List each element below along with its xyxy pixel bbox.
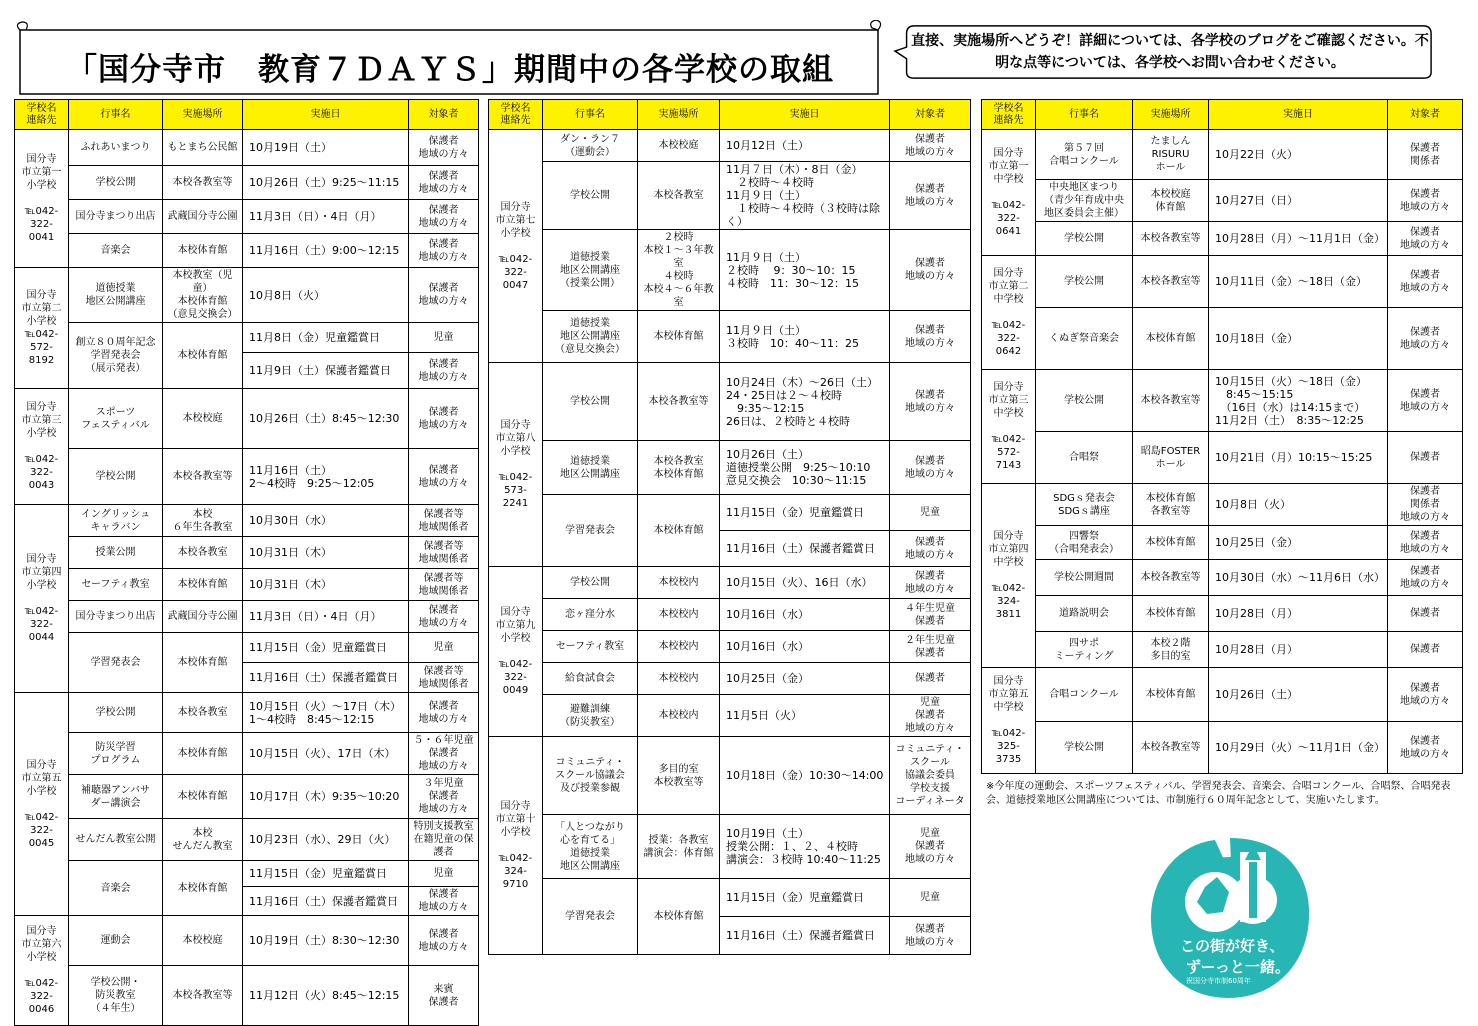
table-row <box>489 599 971 631</box>
event-name: 合唱祭 <box>1036 432 1133 484</box>
table-row <box>15 166 479 200</box>
event-date: 10月25日（金） <box>720 663 890 695</box>
event-name: 学習発表会 <box>543 879 638 955</box>
event-date: 11月７日（木）・8日（金） ２校時～４校時 11月９日（土） １校時～４校時（３校時は除く） <box>720 162 890 230</box>
event-place: 本校各教室 <box>163 693 243 733</box>
table-row <box>15 323 479 353</box>
event-place: 多目的室 本校教室等 <box>638 737 720 815</box>
event-target: 児童 保護者 地域の方々 <box>890 815 971 879</box>
event-name: 四サポ ミーティング <box>1036 632 1133 668</box>
event-place: 本校体育館 <box>1133 668 1209 722</box>
table-row <box>489 130 971 162</box>
event-target: 保護者 地域の方々 <box>1388 180 1463 222</box>
schedule-table-junior-high <box>981 99 1463 774</box>
table-row <box>15 601 479 633</box>
event-target: 保護者等 地域関係者 <box>409 505 479 537</box>
event-target: 保護者 地域の方々 <box>409 268 479 323</box>
event-target: 保護者 地域の方々 <box>1388 370 1463 432</box>
event-place: 本校各教室等 <box>163 449 243 505</box>
event-place: 本校体育館 <box>638 495 720 567</box>
table-row <box>489 495 971 531</box>
event-target: 保護者 地域の方々 <box>409 449 479 505</box>
event-target: 保護者 関係者 地域の方々 <box>1388 484 1463 526</box>
event-target: 保護者 地域の方々 <box>409 916 479 966</box>
table-row <box>982 526 1463 560</box>
event-target: 保護者 地域の方々 <box>1388 560 1463 596</box>
event-place: 本校体育館 <box>638 879 720 955</box>
event-name: 学校公開 <box>543 363 638 441</box>
event-place: 授業：各教室 講演会：体育館 <box>638 815 720 879</box>
event-date: 11月12日（火）8:45～12:15 <box>243 966 409 1026</box>
event-name: 道路説明会 <box>1036 596 1133 632</box>
event-name: 道徳授業 地区公開講座 <box>543 441 638 495</box>
event-date: 10月27日（日） <box>1209 180 1388 222</box>
schedule-table-elementary-1 <box>14 99 479 1026</box>
event-target: 保護者 <box>890 663 971 695</box>
header-event: 行事名 <box>1036 100 1133 130</box>
event-date: 10月17日（木）9:35～10:20 <box>243 775 409 819</box>
table-row <box>982 308 1463 370</box>
event-place: 本校各教室 <box>638 162 720 230</box>
event-date: 11月９日（土） ２校時 9：30～10：15 ４校時 11：30～12：15 <box>720 230 890 311</box>
event-place: 本校体育館 <box>163 775 243 819</box>
event-place: 本校各教室等 <box>1133 722 1209 774</box>
table-row <box>489 737 971 815</box>
event-date: 10月15日（火）、17日（木） <box>243 733 409 775</box>
event-date: 10月15日（火）～17日（木） 1～4校時 8:45～12:15 <box>243 693 409 733</box>
table-row <box>15 200 479 234</box>
footnote: ※今年度の運動会、スポーツフェスティバル、学習発表会、音楽会、合唱コンクール、合唱祭、合唱発表会、道徳授業地区公開講座については、市制施行６０周年記念として、実施いたします。 <box>986 781 1451 806</box>
event-target: 保護者 <box>1388 596 1463 632</box>
event-place: 本校校内 <box>638 695 720 737</box>
event-place: ２校時 本校１～３年教室 ４校時 本校４～６年教室 <box>638 230 720 311</box>
header-row <box>982 100 1463 130</box>
event-name: 道徳授業 地区公開講座 （意見交換会） <box>543 311 638 363</box>
logo-text-2: ずーっと一緒。 <box>1186 958 1290 976</box>
event-target: 保護者 地域の方々 <box>1388 308 1463 370</box>
event-date: 11月3日（日）・4日（月） <box>243 601 409 633</box>
event-place: 武蔵国分寺公園 <box>163 601 243 633</box>
event-date: 11月15日（金）児童鑑賞日 <box>720 495 890 531</box>
event-name: 「人とつながり 心を育てる」 道徳授業 地区公開講座 <box>543 815 638 879</box>
event-name: 学校公開 <box>1036 222 1133 256</box>
event-date: 10月22日（火） <box>1209 130 1388 180</box>
event-place: 本校 せんだん教室 <box>163 819 243 861</box>
event-target: 保護者 地域の方々 <box>409 887 479 916</box>
header-row <box>15 100 479 130</box>
event-place: 本校校庭 <box>163 916 243 966</box>
event-target: 児童 <box>409 323 479 353</box>
table-row <box>982 560 1463 596</box>
table-row <box>15 569 479 601</box>
event-place: 本校体育館 <box>1133 308 1209 370</box>
event-date: 11月16日（土）保護者鑑賞日 <box>243 887 409 916</box>
event-target: 保護者 地域の方々 <box>409 130 479 166</box>
event-name: SDGｓ発表会 SDGｓ講座 <box>1036 484 1133 526</box>
event-date: 10月31日（木） <box>243 537 409 569</box>
header-target: 対象者 <box>409 100 479 130</box>
event-place: 本校校内 <box>638 567 720 599</box>
school-cell: 国分寺 市立第四 小学校 ℡042- 322- 0044 <box>15 505 69 693</box>
event-date: 10月18日（金）10:30～14:00 <box>720 737 890 815</box>
event-place: たましん RISURU ホール <box>1133 130 1209 180</box>
header-event: 行事名 <box>543 100 638 130</box>
event-place: 本校各教室等 <box>163 966 243 1026</box>
header-school: 学校名 連絡先 <box>15 100 69 130</box>
event-name: ダン・ラン７ （運動会） <box>543 130 638 162</box>
event-name: 国分寺まつり出店 <box>69 601 163 633</box>
event-name: 学校公開 <box>1036 256 1133 308</box>
event-date: 11月5日（火） <box>720 695 890 737</box>
event-target: 保護者 <box>1388 632 1463 668</box>
event-target: 児童 <box>409 861 479 887</box>
event-date: 10月26日（土）8:45～12:30 <box>243 389 409 449</box>
table-row <box>15 819 479 861</box>
school-cell: 国分寺 市立第四 中学校 ℡042- 324- 3811 <box>982 484 1036 668</box>
header-school: 学校名 連絡先 <box>489 100 543 130</box>
table-row <box>15 916 479 966</box>
event-name: コミュニティ・ スクール協議会 及び授業参観 <box>543 737 638 815</box>
event-date: 11月９日（土） ３校時 10：40～11：25 <box>720 311 890 363</box>
event-place: 本校体育館 <box>638 311 720 363</box>
event-name: 学校公開週間 <box>1036 560 1133 596</box>
table-row <box>15 733 479 775</box>
event-target: ５・６年児童 保護者 地域の方々 <box>409 733 479 775</box>
page-title: 「国分寺市 教育７ＤＡＹＳ」期間中の各学校の取組 <box>66 52 834 88</box>
event-target: 保護者 地域の方々 <box>409 234 479 268</box>
event-place: 昭島FOSTER ホール <box>1133 432 1209 484</box>
event-place: 本校 ６年生各教室 <box>163 505 243 537</box>
event-name: 給食試食会 <box>543 663 638 695</box>
table-row <box>489 363 971 441</box>
event-date: 10月8日（火） <box>1209 484 1388 526</box>
header-row <box>489 100 971 130</box>
logo-text-3: 祝国分寺市制60周年 <box>1186 977 1251 985</box>
table-row <box>982 484 1463 526</box>
event-name: 学校公開 <box>1036 722 1133 774</box>
event-date: 11月3日（日）・4日（月） <box>243 200 409 234</box>
event-target: ３年児童 保護者 地域の方々 <box>409 775 479 819</box>
event-place: 本校体育館 <box>163 861 243 916</box>
notice-text: 直接、実施場所へどうぞ！詳細については、各学校のブログをご確認ください。不明な点等については、各学校へお問い合わせください。 <box>911 33 1429 71</box>
event-name: 音楽会 <box>69 861 163 916</box>
event-target: 保護者 地域の方々 <box>1388 222 1463 256</box>
school-cell: 国分寺 市立第八 小学校 ℡042- 573- 2241 <box>489 363 543 567</box>
event-place: 本校各教室等 <box>638 363 720 441</box>
event-date: 10月26日（土） <box>1209 668 1388 722</box>
event-name: 学校公開・ 防災教室 （４年生） <box>69 966 163 1026</box>
event-target: 保護者 地域の方々 <box>890 531 971 567</box>
table-row <box>489 815 971 879</box>
event-date: 10月19日（土）8:30～12:30 <box>243 916 409 966</box>
school-cell: 国分寺 市立第一 中学校 ℡042- 322- 0641 <box>982 130 1036 256</box>
event-name: ふれあいまつり <box>69 130 163 166</box>
event-place: 本校校庭 <box>638 130 720 162</box>
school-cell: 国分寺 市立第二 小学校 ℡042- 572- 8192 <box>15 268 69 389</box>
event-target: 保護者 関係者 <box>1388 130 1463 180</box>
event-place: 本校各教室 <box>163 537 243 569</box>
event-target: 保護者 地域の方々 <box>409 200 479 234</box>
event-date: 10月28日（月） <box>1209 632 1388 668</box>
event-target: 保護者 地域の方々 <box>890 130 971 162</box>
school-cell: 国分寺 市立第五 小学校 ℡042- 322- 0045 <box>15 693 69 916</box>
event-name: 学校公開 <box>69 449 163 505</box>
event-date: 10月12日（土） <box>720 130 890 162</box>
event-place: 本校校内 <box>638 631 720 663</box>
table-row <box>982 130 1463 180</box>
school-cell: 国分寺 市立第六 小学校 ℡042- 322- 0046 <box>15 916 69 1026</box>
event-place: もとまち公民館 <box>163 130 243 166</box>
event-place: 本校２階 多目的室 <box>1133 632 1209 668</box>
event-name: 学校公開 <box>69 693 163 733</box>
table-row <box>15 537 479 569</box>
event-target: 保護者 <box>1388 432 1463 484</box>
school-cell: 国分寺 市立第七 小学校 ℡042- 322- 0047 <box>489 130 543 363</box>
event-name: 学校公開 <box>543 567 638 599</box>
event-date: 10月30日（水）～11月6日（水） <box>1209 560 1388 596</box>
event-date: 11月8日（金）児童鑑賞日 <box>243 323 409 353</box>
event-name: せんだん教室公開 <box>69 819 163 861</box>
event-target: 保護者 地域の方々 <box>409 166 479 200</box>
event-name: 四響祭 （合唱発表会） <box>1036 526 1133 560</box>
school-cell: 国分寺 市立第一 小学校 ℡042- 322- 0041 <box>15 130 69 268</box>
event-target: 保護者等 地域関係者 <box>409 537 479 569</box>
event-place: 本校体育館 <box>163 569 243 601</box>
event-name: セーフティ教室 <box>543 631 638 663</box>
event-target: ４年生児童 保護者 <box>890 599 971 631</box>
event-name: 恋ヶ窪分水 <box>543 599 638 631</box>
event-place: 本校各教室等 <box>163 166 243 200</box>
header-place: 実施場所 <box>638 100 720 130</box>
event-date: 11月16日（土）保護者鑑賞日 <box>720 531 890 567</box>
event-date: 11月16日（土）9:00～12:15 <box>243 234 409 268</box>
event-target: 保護者 地域の方々 <box>890 363 971 441</box>
table-row <box>15 268 479 323</box>
table-row <box>489 230 971 311</box>
event-target: ２年生児童 保護者 <box>890 631 971 663</box>
event-name: 避難訓練 （防災教室） <box>543 695 638 737</box>
event-target: 保護者 地域の方々 <box>890 567 971 599</box>
table-row <box>15 130 479 166</box>
event-target: 児童 <box>409 633 479 663</box>
event-place: 本校校内 <box>638 599 720 631</box>
table-row <box>489 567 971 599</box>
table-row <box>489 879 971 917</box>
schedule-table-elementary-2 <box>488 99 971 955</box>
event-date: 11月15日（金）児童鑑賞日 <box>243 861 409 887</box>
event-date: 11月15日（金）児童鑑賞日 <box>720 879 890 917</box>
table-row <box>489 311 971 363</box>
table-row <box>15 449 479 505</box>
event-target: 保護者 地域の方々 <box>890 230 971 311</box>
event-place: 本校体育館 <box>163 633 243 693</box>
event-name: 学校公開 <box>69 166 163 200</box>
table-row <box>489 695 971 737</box>
event-name: 音楽会 <box>69 234 163 268</box>
event-place: 本校各教室等 <box>1133 256 1209 308</box>
event-target: 来賓 保護者 <box>409 966 479 1026</box>
event-target: 児童 <box>890 495 971 531</box>
table-row <box>15 389 479 449</box>
event-target: 保護者 地域の方々 <box>890 917 971 955</box>
school-cell: 国分寺 市立第十 小学校 ℡042- 324- 9710 <box>489 737 543 955</box>
header-place: 実施場所 <box>1133 100 1209 130</box>
table-row <box>15 775 479 819</box>
event-date: 10月31日（木） <box>243 569 409 601</box>
header-place: 実施場所 <box>163 100 243 130</box>
logo-text-1: この街が好き、 <box>1180 937 1285 955</box>
event-place: 本校各教室 本校体育館 <box>638 441 720 495</box>
event-name: 学習発表会 <box>69 633 163 693</box>
event-date: 10月11日（金）～18日（金） <box>1209 256 1388 308</box>
event-date: 11月16日（土）保護者鑑賞日 <box>243 663 409 693</box>
event-name: 第５７回 合唱コンクール <box>1036 130 1133 180</box>
event-place: 本校校庭 <box>163 389 243 449</box>
event-date: 11月16日（土） 2～4校時 9:25～12:05 <box>243 449 409 505</box>
event-date: 10月30日（水） <box>243 505 409 537</box>
event-place: 本校教室（児童） 本校体育館 （意見交換会） <box>163 268 243 323</box>
event-target: 保護者 地域の方々 <box>1388 256 1463 308</box>
event-date: 10月26日（土） 道徳授業公開 9:25～10:10 意見交換会 10:30～11:15 <box>720 441 890 495</box>
event-target: 保護者 地域の方々 <box>1388 668 1463 722</box>
event-name: 授業公開 <box>69 537 163 569</box>
event-name: 創立８０周年記念 学習発表会 （展示発表） <box>69 323 163 389</box>
event-name: イングリッシュ キャラバン <box>69 505 163 537</box>
table-row <box>982 256 1463 308</box>
school-cell: 国分寺 市立第九 小学校 ℡042- 322- 0049 <box>489 567 543 737</box>
event-target: 児童 <box>890 879 971 917</box>
event-name: くぬぎ祭音楽会 <box>1036 308 1133 370</box>
school-cell: 国分寺 市立第五 中学校 ℡042- 325- 3735 <box>982 668 1036 774</box>
event-target: 保護者等 地域関係者 <box>409 569 479 601</box>
table-row <box>489 162 971 230</box>
event-name: 中央地区まつり （青少年育成中央 地区委員会主催） <box>1036 180 1133 222</box>
table-row <box>15 505 479 537</box>
table-row <box>489 441 971 495</box>
table-row <box>15 861 479 887</box>
event-name: 学習発表会 <box>543 495 638 567</box>
header-date: 実施日 <box>720 100 890 130</box>
event-target: 保護者 地域の方々 <box>409 601 479 633</box>
event-name: 合唱コンクール <box>1036 668 1133 722</box>
event-date: 10月15日（火）、16日（水） <box>720 567 890 599</box>
event-date: 11月9日（土）保護者鑑賞日 <box>243 353 409 389</box>
event-name: 防災学習 プログラム <box>69 733 163 775</box>
event-name: セーフティ教室 <box>69 569 163 601</box>
event-place: 本校校庭 体育館 <box>1133 180 1209 222</box>
event-date: 10月25日（金） <box>1209 526 1388 560</box>
event-name: 道徳授業 地区公開講座 <box>69 268 163 323</box>
header-date: 実施日 <box>243 100 409 130</box>
header-event: 行事名 <box>69 100 163 130</box>
header-target: 対象者 <box>1388 100 1463 130</box>
event-name: 補聴器アンバサ ダー講演会 <box>69 775 163 819</box>
table-row <box>489 663 971 695</box>
event-date: 10月21日（月）10:15～15:25 <box>1209 432 1388 484</box>
event-date: 10月19日（土） <box>243 130 409 166</box>
event-target: 保護者等 地域関係者 <box>409 663 479 693</box>
event-place: 武蔵国分寺公園 <box>163 200 243 234</box>
event-date: 10月28日（月） <box>1209 596 1388 632</box>
school-cell: 国分寺 市立第三 中学校 ℡042- 572- 7143 <box>982 370 1036 484</box>
event-date: 10月19日（土） 授業公開：１、２、４校時 講演会：３校時 10:40～11:25 <box>720 815 890 879</box>
table-row <box>15 234 479 268</box>
event-target: 児童 保護者 地域の方々 <box>890 695 971 737</box>
event-place: 本校体育館 <box>163 234 243 268</box>
event-date: 10月15日（火）～18日（金） 8:45～15:15 （16日（水）は14:15まで） 11月2日（土） 8:35～12:25 <box>1209 370 1388 432</box>
school-cell: 国分寺 市立第二 中学校 ℡042- 322- 0642 <box>982 256 1036 370</box>
event-name: 道徳授業 地区公開講座 （授業公開） <box>543 230 638 311</box>
event-date: 10月18日（金） <box>1209 308 1388 370</box>
event-place: 本校各教室等 <box>1133 560 1209 596</box>
table-row <box>982 668 1463 722</box>
table-row <box>15 633 479 663</box>
event-place: 本校各教室等 <box>1133 370 1209 432</box>
event-date: 11月16日（土）保護者鑑賞日 <box>720 917 890 955</box>
table-row <box>982 370 1463 432</box>
event-name: スポーツ フェスティバル <box>69 389 163 449</box>
header-school: 学校名 連絡先 <box>982 100 1036 130</box>
event-date: 10月29日（火）～11月1日（金） <box>1209 722 1388 774</box>
event-target: 特別支援教室 在籍児童の保護者 <box>409 819 479 861</box>
event-date: 10月28日（月）～11月1日（金） <box>1209 222 1388 256</box>
table-row <box>982 222 1463 256</box>
event-place: 本校体育館 <box>163 733 243 775</box>
event-target: 保護者 地域の方々 <box>890 311 971 363</box>
event-name: 学校公開 <box>543 162 638 230</box>
event-place: 本校体育館 <box>163 323 243 389</box>
event-target: 保護者 地域の方々 <box>1388 722 1463 774</box>
event-date: 11月15日（金）児童鑑賞日 <box>243 633 409 663</box>
table-row <box>15 693 479 733</box>
event-target: 保護者 地域の方々 <box>1388 526 1463 560</box>
event-date: 10月26日（土）9:25～11:15 <box>243 166 409 200</box>
table-row <box>982 180 1463 222</box>
event-target: 保護者 地域の方々 <box>890 441 971 495</box>
event-place: 本校校内 <box>638 663 720 695</box>
event-date: 10月16日（水） <box>720 631 890 663</box>
event-target: 保護者 地域の方々 <box>409 693 479 733</box>
event-target: 保護者 地域の方々 <box>890 162 971 230</box>
event-name: 学校公開 <box>1036 370 1133 432</box>
event-place: 本校体育館 各教室等 <box>1133 484 1209 526</box>
table-row <box>982 596 1463 632</box>
event-date: 10月23日（水）、29日（火） <box>243 819 409 861</box>
event-date: 10月8日（火） <box>243 268 409 323</box>
event-date: 10月24日（木）～26日（土） 24・25日は２～４校時 9:35～12:15 26日は、２校時と４校時 <box>720 363 890 441</box>
event-target: コミュニティ・ スクール 協議会委員 学校支援 コーディネータ <box>890 737 971 815</box>
event-name: 運動会 <box>69 916 163 966</box>
event-place: 本校体育館 <box>1133 596 1209 632</box>
header-target: 対象者 <box>890 100 971 130</box>
event-date: 10月16日（水） <box>720 599 890 631</box>
event-target: 保護者 地域の方々 <box>409 389 479 449</box>
school-cell: 国分寺 市立第三 小学校 ℡042- 322- 0043 <box>15 389 69 505</box>
table-row <box>489 631 971 663</box>
event-place: 本校各教室等 <box>1133 222 1209 256</box>
event-place: 本校体育館 <box>1133 526 1209 560</box>
table-row <box>982 632 1463 668</box>
table-row <box>982 432 1463 484</box>
table-row <box>15 966 479 1026</box>
event-name: 国分寺まつり出店 <box>69 200 163 234</box>
event-target: 保護者 地域の方々 <box>409 353 479 389</box>
header-date: 実施日 <box>1209 100 1388 130</box>
table-row <box>982 722 1463 774</box>
